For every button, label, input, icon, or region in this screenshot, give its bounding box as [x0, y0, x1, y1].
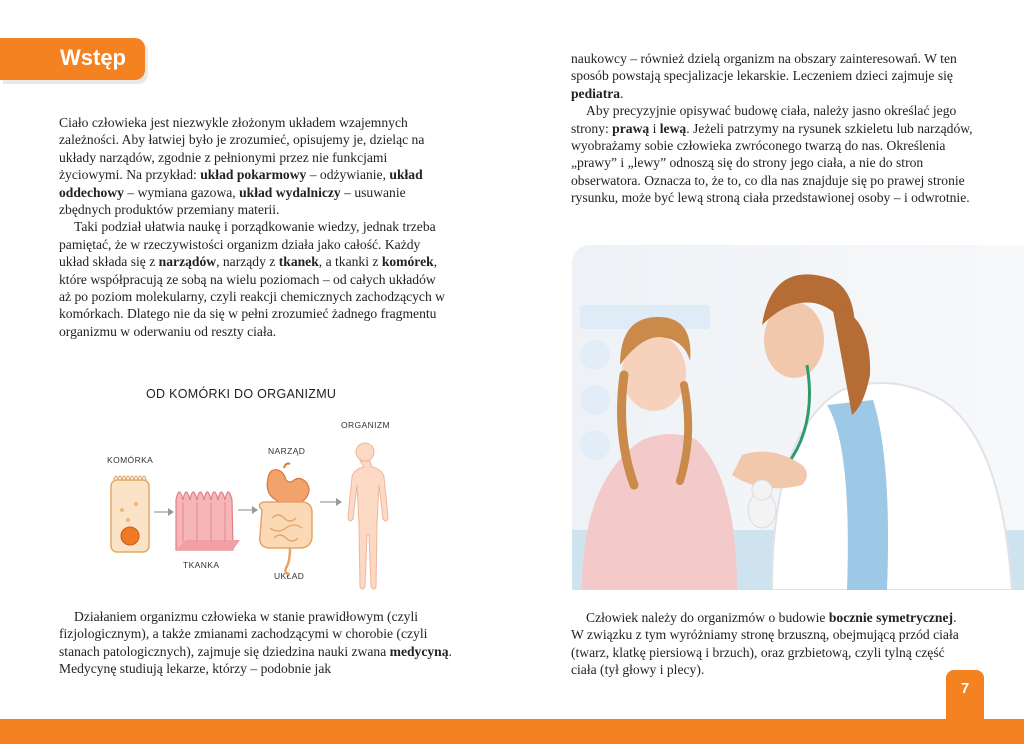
paragraph-body-systems [59, 114, 451, 218]
cell-to-organism-diagram [100, 430, 400, 595]
chapter-title-tab [0, 38, 145, 80]
stomach-illustration [267, 464, 309, 505]
human-body-illustration [348, 443, 388, 589]
text: . [620, 85, 624, 101]
text: , narządy z [216, 254, 279, 270]
term-left: lewą [659, 120, 687, 136]
text: , które współpracują ze sobą na wielu poziomach – od całych układów aż po poziom molekularny, czyli reakcji chemicznych zachodzących w komórkach. Dlatego nie da się w pełni zrozumieć żadnego fragmentu organizmu w oderwaniu od reszty ciała. [59, 254, 445, 339]
tissue-illustration [176, 492, 240, 550]
left-column-text [59, 114, 451, 340]
page-number: 7 [960, 680, 970, 697]
text: – usuwanie zbędnych produktów przemiany materii. [59, 184, 406, 218]
term-pediatrician: pediatra [571, 85, 621, 101]
text: , a tkanki z [318, 254, 382, 270]
right-bottom-text [571, 609, 961, 679]
footer-bar [0, 719, 1024, 744]
page-number-tab [946, 670, 984, 722]
text: . W związku z tym wyróżniamy stronę brzuszną, obejmującą przód ciała (twarz, klatkę piersiową i brzuch), oraz grzbietową, czyli tylną część ciała (tył głowy i plecy). [571, 610, 959, 678]
term-medicine: medycyną [389, 643, 449, 659]
arrow-icon [320, 498, 342, 506]
label-organ: NARZĄD [268, 446, 306, 456]
arrow-icon [238, 506, 258, 514]
text: Taki podział ułatwia naukę i porządkowanie wiedzy, jednak trzeba pamiętać, że w rzeczywistości organizm działa jako całość. Każdy układ składa się z [59, 219, 436, 270]
text: – wymiana gazowa, [123, 184, 240, 200]
label-organism: ORGANIZM [341, 420, 391, 430]
label-tissue: TKANKA [183, 560, 220, 570]
arrow-icon [154, 508, 174, 516]
text: Działaniem organizmu człowieka w stanie prawidłowym (czyli fizjologicznym), a także zmianami zachodzącymi w chorobie (czyli stanach patologicznych), zajmuje się dziedzina nauki zwana [59, 609, 428, 659]
intestines-illustration [259, 502, 312, 574]
term-bilateral-symmetry: bocznie symetrycznej [828, 610, 954, 625]
text: Ciało człowieka jest niezwykle złożonym układem wzajemnych zależności. Aby łatwiej było je zrozumieć, opisujemy je, dzieląc na układy narządów, zgodnie z pełnionymi przez nie funkcjami życiowymi. Na przykład: [59, 115, 425, 183]
paragraph-medicine [59, 608, 459, 678]
text: naukowcy – również dzielą organizm na obszary zainteresowań. W ten sposób powstają specjalizacje lekarskie. Leczeniem dzieci zajmuje się [571, 51, 957, 84]
term-excretory-system: układ wydalniczy [239, 184, 341, 200]
paragraph-organism-levels [59, 218, 451, 340]
cell-illustration [111, 476, 149, 552]
text: . Medycynę studiują lekarze, którzy – podobnie jak [59, 643, 452, 677]
term-respiratory-system: układ oddechowy [59, 167, 423, 200]
term-digestive-system: układ pokarmowy [200, 167, 307, 183]
term-organs: narządów [158, 254, 217, 270]
right-column-text [571, 50, 981, 207]
chapter-title: Wstęp [60, 45, 126, 70]
term-cells: komórek [381, 254, 434, 270]
term-tissues: tkanek [278, 254, 319, 270]
diagram-title: OD KOMÓRKI DO ORGANIZMU [146, 387, 337, 401]
paragraph-symmetry [571, 609, 961, 679]
left-bottom-text [59, 608, 459, 678]
text: Aby precyzyjnie opisywać budowę ciała, należy jasno określać jego strony: [571, 103, 957, 136]
paragraph-body-sides [571, 102, 981, 206]
paragraph-specializations [571, 50, 981, 102]
term-right: prawą [612, 120, 650, 136]
label-cell: KOMÓRKA [107, 455, 154, 465]
text: i [649, 120, 660, 136]
text: Człowiek należy do organizmów o budowie [586, 610, 829, 625]
label-system: UKŁAD [274, 571, 305, 581]
text: – odżywianie, [306, 167, 390, 183]
text: . Jeżeli patrzymy na rysunek szkieletu lub narządów, wyobrażamy sobie człowieka zwróconego twarzą do nas. Określenia „prawy” i „lewy” odnoszą się do strony jego ciała, a nie do stron obserwatora. Oznacza to, że to, co dla nas znajduje się po prawej stronie rysunku, może być lewą stroną ciała przedstawionej osoby – i odwrotnie. [571, 120, 973, 206]
doctor-child-photo [572, 245, 1024, 590]
